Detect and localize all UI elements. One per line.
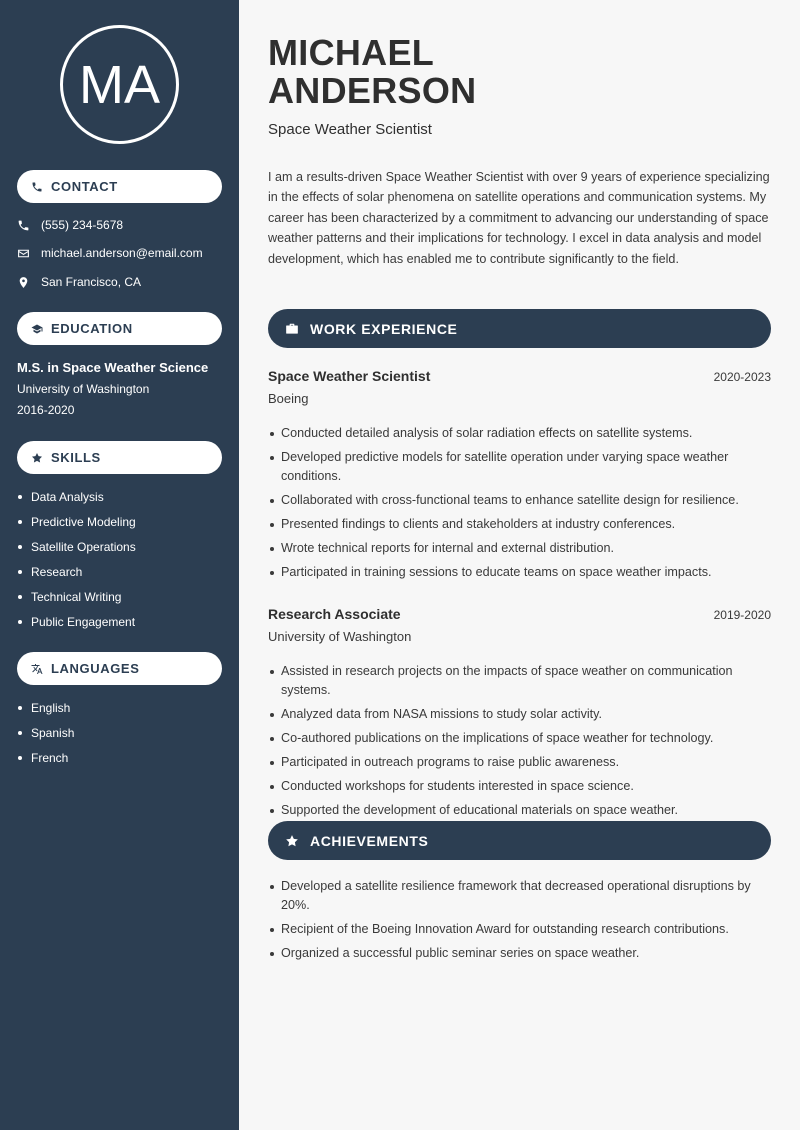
- job-role: Space Weather Scientist: [268, 368, 431, 384]
- skills-list: [17, 484, 136, 634]
- education-heading-label: EDUCATION: [51, 321, 133, 336]
- location-text: San Francisco, CA: [41, 275, 142, 289]
- skill-item: Research: [17, 559, 136, 584]
- profile-summary: I am a results-driven Space Weather Scientist with over 9 years of experience specializing in the effects of solar phenomena on satellite operations and communication systems. My career has been characterized by a commitment to advancing our understanding of space weather patterns and their implications for technology. I excel in data analysis and model development, which has enabled me to contribute significantly to the field.: [268, 170, 770, 266]
- job-company: Boeing: [268, 391, 309, 406]
- job-company: University of Washington: [268, 629, 412, 644]
- job-bullet: Conducted detailed analysis of solar radiation effects on satellite systems.: [268, 424, 771, 443]
- job-bullet: Participated in outreach programs to raise public awareness.: [268, 753, 771, 772]
- education-school: University of Washington: [17, 382, 150, 396]
- candidate-title: Space Weather Scientist: [268, 121, 432, 138]
- job-dates: 2019-2020: [713, 608, 771, 622]
- languages-heading-label: LANGUAGES: [51, 661, 140, 676]
- email-text: michael.anderson@email.com: [41, 246, 203, 260]
- phone-icon: [31, 181, 43, 193]
- achievement-item: Organized a successful public seminar series on space weather.: [268, 944, 771, 963]
- languages-list: [17, 695, 74, 770]
- contact-heading: [17, 170, 222, 203]
- briefcase-icon: [285, 322, 299, 336]
- languages-heading: [17, 652, 222, 685]
- job-bullet: Developed predictive models for satellite operation under varying space weather conditions.: [268, 448, 771, 486]
- phone-icon: [17, 219, 30, 232]
- work-experience-heading-label: WORK EXPERIENCE: [310, 320, 458, 337]
- candidate-name: [268, 34, 476, 110]
- contact-phone: [17, 218, 123, 232]
- skills-heading-label: SKILLS: [51, 450, 101, 465]
- job-bullet: Co-authored publications on the implications of space weather for technology.: [268, 729, 771, 748]
- contact-location: [17, 275, 141, 289]
- avatar: [60, 25, 179, 144]
- sidebar: [0, 0, 239, 1130]
- language-item: English: [17, 695, 74, 720]
- skills-heading: [17, 441, 222, 474]
- achievements-list: [268, 877, 771, 968]
- achievements-heading-label: ACHIEVEMENTS: [310, 832, 429, 849]
- job-bullet: Wrote technical reports for internal and external distribution.: [268, 539, 771, 558]
- job-header: [268, 368, 771, 384]
- education-heading: [17, 312, 222, 345]
- star-icon: [31, 452, 43, 464]
- job-header: [268, 606, 771, 622]
- phone-text: (555) 234-5678: [41, 218, 124, 232]
- job-bullets: [268, 662, 771, 825]
- avatar-initials: MA: [79, 54, 160, 115]
- job-bullet: Collaborated with cross-functional teams to enhance satellite design for resilience.: [268, 491, 771, 510]
- education-years: 2016-2020: [17, 403, 75, 417]
- job-bullet: Conducted workshops for students interested in space science.: [268, 777, 771, 796]
- job-bullet: Supported the development of educational materials on space weather.: [268, 801, 771, 820]
- job-bullet: Analyzed data from NASA missions to study solar activity.: [268, 705, 771, 724]
- job-bullet: Participated in training sessions to educate teams on space weather impacts.: [268, 563, 771, 582]
- skill-item: Technical Writing: [17, 584, 136, 609]
- graduation-cap-icon: [31, 323, 43, 335]
- job-bullet: Assisted in research projects on the impacts of space weather on communication systems.: [268, 662, 771, 700]
- contact-email: [17, 246, 203, 260]
- envelope-icon: [17, 247, 30, 260]
- skill-item: Predictive Modeling: [17, 509, 136, 534]
- skill-item: Public Engagement: [17, 609, 136, 634]
- skill-item: Satellite Operations: [17, 534, 136, 559]
- job-role: Research Associate: [268, 606, 401, 622]
- translate-icon: [31, 663, 43, 675]
- job-dates: 2020-2023: [713, 370, 771, 384]
- achievement-item: Recipient of the Boeing Innovation Award for outstanding research contributions.: [268, 920, 771, 939]
- name-first: MICHAEL: [268, 32, 435, 73]
- language-item: French: [17, 745, 74, 770]
- contact-heading-label: CONTACT: [51, 179, 118, 194]
- education-degree: M.S. in Space Weather Science: [17, 360, 209, 375]
- map-pin-icon: [17, 276, 30, 289]
- star-icon: [285, 834, 299, 848]
- achievements-heading: [268, 821, 771, 860]
- work-experience-heading: [268, 309, 771, 348]
- name-last: ANDERSON: [268, 70, 477, 111]
- job-bullets: [268, 424, 771, 587]
- language-item: Spanish: [17, 720, 74, 745]
- skill-item: Data Analysis: [17, 484, 136, 509]
- achievement-item: Developed a satellite resilience framework that decreased operational disruptions by 20%.: [268, 877, 771, 915]
- job-bullet: Presented findings to clients and stakeholders at industry conferences.: [268, 515, 771, 534]
